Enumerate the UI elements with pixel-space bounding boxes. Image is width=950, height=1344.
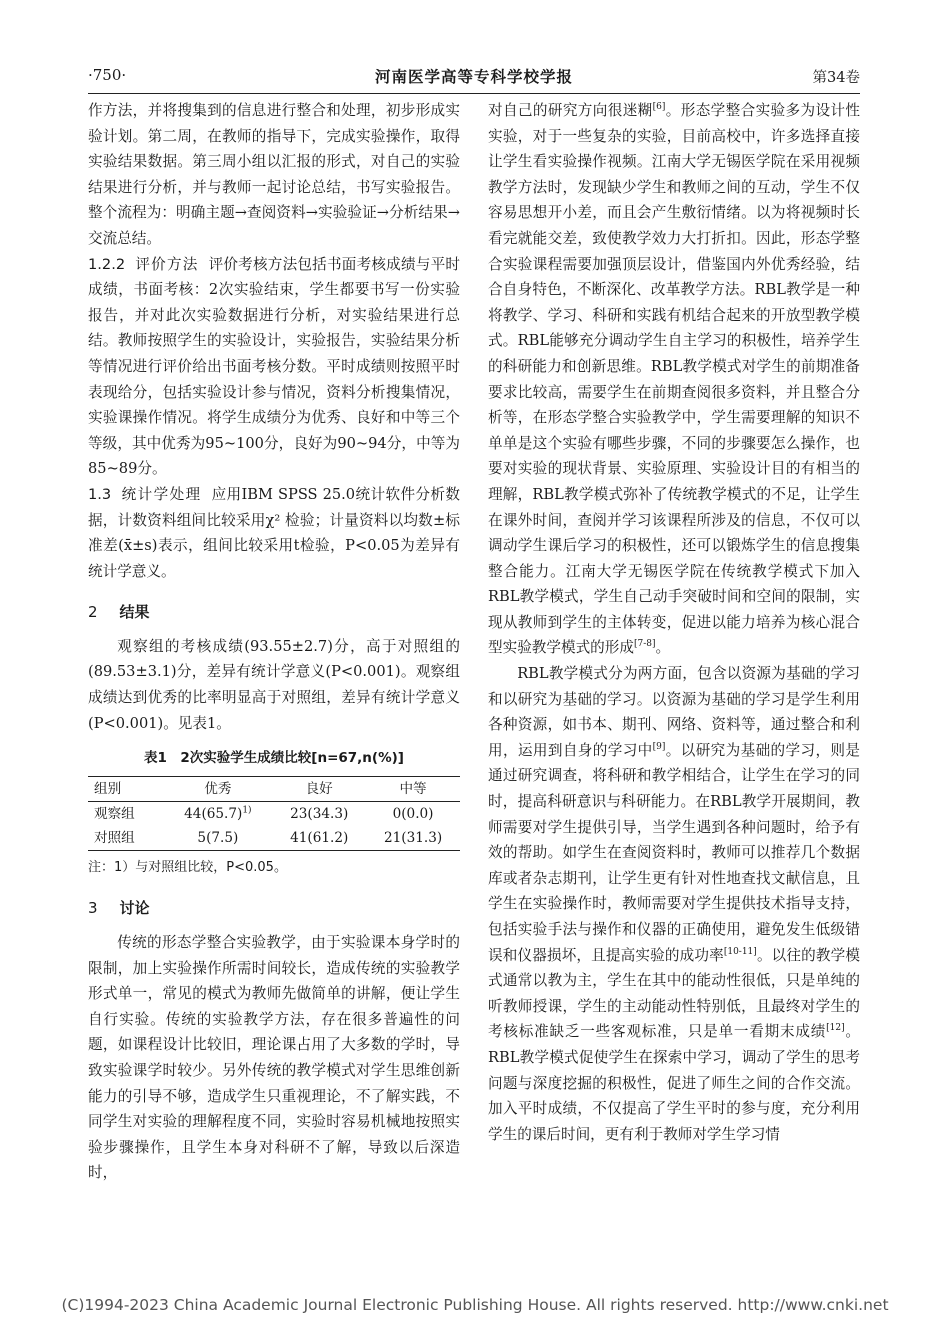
heading-number: 2 [88, 603, 98, 622]
table-caption: 表1 2次实验学生成绩比较[n=67,n(%)] [144, 750, 404, 767]
section-title: 统计学处理 [121, 485, 202, 503]
table-header-row [88, 776, 460, 801]
header-rule [88, 93, 860, 94]
left-column [88, 98, 460, 1186]
table-row [88, 801, 460, 826]
journal-title: 河南医学高等专科学校学报 [374, 68, 573, 86]
text-span: 。 [655, 639, 671, 657]
copyright-footer: (C)1994-2023 China Academic Journal Electronic Publishing House. All rights reserved. http://www.cnki.net [61, 1296, 889, 1314]
cell-value: 44(65.7) [184, 805, 243, 822]
table-cell: 41(61.2) [272, 826, 366, 851]
paragraph [488, 661, 860, 1147]
paragraph: 作方法，并将搜集到的信息进行整合和处理，初步形成实验计划。第二周，在教师的指导下，完成实验操作，取得实验结果数据。第三周小组以汇报的形式，对自己的实验结果进行分析，并与教师一起讨论总结，书写实验报告。整个流程为：明确主题→查阅资料→实验验证→分析结果→交流总结。 [88, 102, 460, 247]
citation: [12] [826, 1023, 845, 1034]
table-cell: 21(31.3) [366, 826, 460, 851]
volume-label: 第34卷 [812, 70, 860, 86]
table-row [88, 826, 460, 851]
section-title: 评价方法 [135, 255, 199, 273]
heading-discussion [88, 896, 460, 922]
section-number: 1.2.2 [88, 255, 126, 273]
table-cell: 0(0.0) [392, 805, 434, 822]
footnote-mark: 1) [242, 805, 252, 816]
text-span: 。以往的教学模式通常以教为主，学生在其中的能动性很低，只是单纯的听教师授课，学生的主动能动性特别低，且最终对学生的考核标准缺乏一些客观标准，只是单一看期末成绩 [488, 946, 860, 1041]
citation: [9] [652, 741, 666, 752]
table-header: 良好 [272, 776, 366, 801]
table-header: 中等 [366, 776, 460, 801]
text-span: 。RBL教学模式促使学生在探索中学习，调动了学生的思考问题与深度挖掘的积极性，促进了师生之间的合作交流。加入平时成绩，不仅提高了学生平时的参与度，充分利用学生的课后时间，更有利于教师对学生学习情 [488, 1023, 860, 1143]
text-span: 。形态学整合实验多为设计性实验，对于一些复杂的实验，目前高校中，许多选择直接让学生看实验操作视频。江南大学无锡医学院在采用视频教学方法时，发现缺少学生和教师之间的互动，学生不仅容易思想开小差，而且会产生敷衍情绪。以为将视频时长看完就能交差，致使教学效力大打折扣。因此，形态学整合实验课程需要加强顶层设计，借鉴国内外优秀经验，结合自身特色，不断深化、改革教学方法。RBL教学是一种将教学、学习、科研和实践有机结合起来的开放型教学模式。RBL能够充分调动学生自主学习的积极性，培养学生的科研能力和创新思维。RBL教学模式对学生的前期准备要求比较高，需要学生在前期查阅很多资料，并且整合分析等，在形态学整合实验教学中，学生需要理解的知识不单单是这个实验有哪些步骤，不同的步骤要怎么操作，也要对实验的现状背景、实验原理、实验设计目的有相当的理解，RBL教学模式弥补了传统教学模式的不足，让学生在课外时间，查阅并学习该课程所涉及的信息，不仅可以调动学生课后学习的积极性，还可以锻炼学生的信息搜集整合能力。江南大学无锡医学院在传统教学模式下加入RBL教学模式，学生自己动手突破时间和空间的限制，实现从教师到学生的主体转变，促进以能力培养为核心混合型实验教学模式的形成 [488, 102, 860, 657]
text-span: RBL教学模式分为两方面，包含以资源为基础的学习和以研究为基础的学习。以资源为基础的学习是学生利用各种资源，如书本、期刊、网络、资料等，通过整合和利用，运用到自身的学习中 [488, 665, 860, 759]
results-table [88, 776, 460, 851]
paragraph [488, 98, 860, 661]
table-cell: 23(34.3) [290, 805, 349, 822]
table-cell: 5(7.5) [163, 826, 272, 851]
paragraph: 观察组的考核成绩(93.55±2.7)分，高于对照组的(89.53±3.1)分，差异有统计学意义(P<0.001)。观察组成绩达到优秀的比率明显高于对照组，差异有统计学意义(P<0.001)。见表1。 [88, 637, 460, 732]
heading-results [88, 600, 460, 626]
text-span: 。以研究为基础的学习，则是通过研究调查，将科研和教学相结合，让学生在学习的同时，提高科研意识与科研能力。在RBL教学开展期间，教师需要对学生提供引导，当学生遇到各种问题时，给予有效的帮助。如学生在查阅资料时，教师可以推荐几个数据库或者杂志期刊，让学生更有针对性地查找文献信息，且学生在实验操作时，教师需要对学生提供技术指导支持，包括实验手法与操作和仪器的正确使用，避免发生低级错误和仪器损坏，且提高实验的成功率 [488, 741, 860, 964]
table-note: 注：1）与对照组比较，P<0.05。 [88, 859, 287, 875]
table-cell: 对照组 [88, 826, 163, 851]
table-header: 组别 [88, 776, 163, 801]
heading-title: 讨论 [119, 899, 150, 918]
heading-title: 结果 [119, 603, 150, 622]
section-1-2-2 [88, 252, 460, 482]
citation: [6] [652, 102, 666, 113]
section-text: 评价考核方法包括书面考核成绩与平时成绩，书面考核：2次实验结束，学生都要书写一份实验报告，并对此次实验数据进行分析，对实验结果进行总结。教师按照学生的实验设计，实验报告，实验结果分析等情况进行评价给出书面考核分数。平时成绩则按照平时表现给分，包括实验设计参与情况，资料分析搜集情况，实验课操作情况。将学生成绩分为优秀、良好和中等三个等级，其中优秀为95~100分，良好为90~94分，中等为85~89分。 [88, 255, 460, 478]
table-cell: 观察组 [94, 805, 135, 822]
table-cell [163, 801, 272, 826]
section-1-3 [88, 482, 460, 584]
paragraph: 传统的形态学整合实验教学，由于实验课本身学时的限制，加上实验操作所需时间较长，造成传统的实验教学形式单一，常见的模式为教师先做简单的讲解，便让学生自行实验。传统的实验教学方法，存在很多普遍性的问题，如课程设计比较旧，理论课占用了大多数的学时，导致实验课学时较少。另外传统的教学模式对学生思维创新能力的引导不够，造成学生只重视理论，不了解实践，不同学生对实验的理解程度不同，实验时容易机械地按照实验步骤操作，且学生本身对科研不了解，导致以后深造时， [88, 934, 460, 1182]
section-text: 应用IBM SPSS 25.0统计软件分析数据，计数资料组间比较采用χ² 检验；计量资料以均数±标准差(x̄±s)表示，组间比较采用t检验，P<0.05为差异有统计学意义。 [88, 485, 460, 580]
page-number: ·750· [88, 66, 127, 84]
citation: [10-11] [723, 946, 757, 957]
heading-number: 3 [88, 899, 98, 918]
right-column [488, 98, 860, 1147]
citation: [7-8] [633, 639, 656, 650]
table-header: 优秀 [163, 776, 272, 801]
page-header [88, 66, 860, 88]
section-number: 1.3 [88, 485, 112, 503]
text-span: 对自己的研究方向很迷糊 [488, 102, 653, 119]
